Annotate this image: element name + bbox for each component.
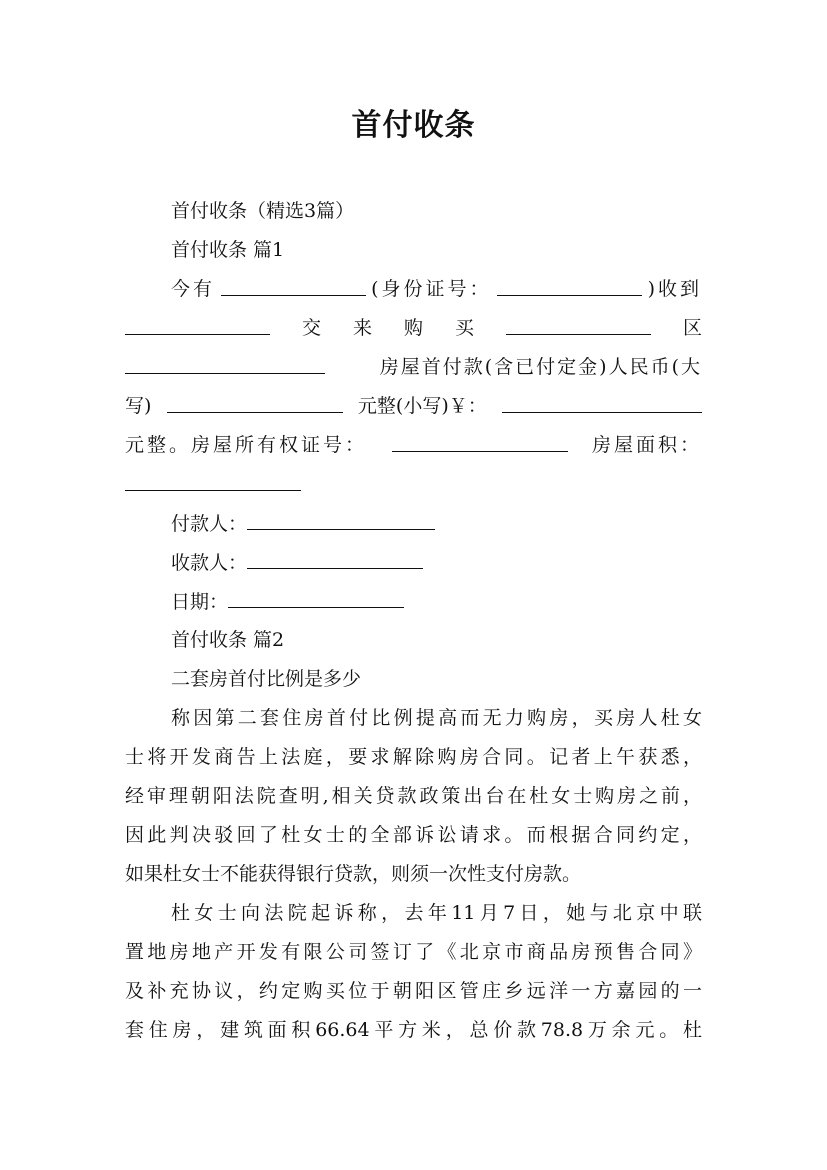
receipt-text: 房屋面积：	[591, 434, 702, 456]
name-blank	[221, 277, 366, 296]
payer-line	[171, 511, 435, 536]
receipt-line-4	[125, 394, 702, 418]
certificate-number-blank	[392, 433, 568, 452]
receipt-line-5	[125, 433, 702, 457]
section-2-subtitle: 二套房首付比例是多少	[171, 668, 362, 690]
payee-signature-blank	[247, 550, 423, 569]
receipt-text: 买	[454, 317, 474, 339]
payee-line	[171, 550, 423, 575]
receipt-text: 元整。房屋所有权证号：	[125, 434, 368, 456]
paragraph-1-line: 士将开发商告上法庭，要求解除购房合同。记者上午获悉，	[125, 746, 702, 768]
payer-signature-blank	[247, 511, 435, 530]
payer-blank	[125, 316, 270, 335]
receipt-line-1	[171, 277, 702, 301]
payer-label: 付款人：	[171, 513, 248, 535]
receipt-line-6	[125, 472, 702, 497]
receipt-text: 区	[682, 317, 702, 339]
section-1-heading: 首付收条 篇1	[171, 239, 285, 261]
receipt-text: 今有	[171, 278, 216, 300]
receipt-text: 元整(小写)￥：	[357, 395, 487, 417]
paragraph-1-line: 因此判决驳回了杜女士的全部诉讼请求。而根据合同约定，	[125, 824, 702, 846]
date-line	[171, 589, 404, 614]
id-number-blank	[497, 277, 642, 296]
paragraph-2-line: 及补充协议，约定购买位于朝阳区管庄乡远洋一方嘉园的一	[125, 980, 702, 1002]
receipt-text: 来	[352, 317, 372, 339]
section-2-heading: 首付收条 篇2	[171, 629, 285, 651]
address-blank	[125, 355, 325, 374]
paragraph-2-line: 杜女士向法院起诉称，去年11月7日，她与北京中联	[171, 902, 702, 924]
receipt-text: (身份证号：	[371, 278, 492, 300]
area-blank	[125, 472, 301, 491]
receipt-text: 交	[301, 317, 321, 339]
receipt-text: )收到	[647, 278, 702, 300]
payee-label: 收款人：	[171, 552, 248, 574]
receipt-text: 购	[403, 317, 423, 339]
amount-words-blank	[167, 394, 343, 413]
receipt-line-3	[125, 355, 702, 379]
amount-figures-blank	[502, 394, 702, 413]
paragraph-1-line: 如果杜女士不能获得银行贷款，则须一次性支付房款。	[125, 863, 582, 885]
paragraph-1-line: 称因第二套住房首付比例提高而无力购房，买房人杜女	[171, 707, 702, 729]
paragraph-1-line: 经审理朝阳法院查明,相关贷款政策出台在杜女士购房之前，	[125, 785, 702, 807]
date-blank	[228, 589, 404, 608]
receipt-text: 写)	[125, 395, 152, 417]
receipt-text: 房屋首付款(含已付定金)人民币(大	[379, 356, 702, 378]
location-blank	[506, 316, 651, 335]
receipt-line-2	[125, 316, 702, 340]
paragraph-2-line: 置地房地产开发有限公司签订了《北京市商品房预售合同》	[125, 941, 702, 963]
document-title: 首付收条	[351, 108, 476, 143]
paragraph-2-line: 套住房，建筑面积66.64平方米，总价款78.8万余元。杜	[125, 1019, 702, 1041]
date-label: 日期：	[171, 591, 229, 613]
document-heading: 首付收条（精选3篇）	[171, 200, 355, 222]
